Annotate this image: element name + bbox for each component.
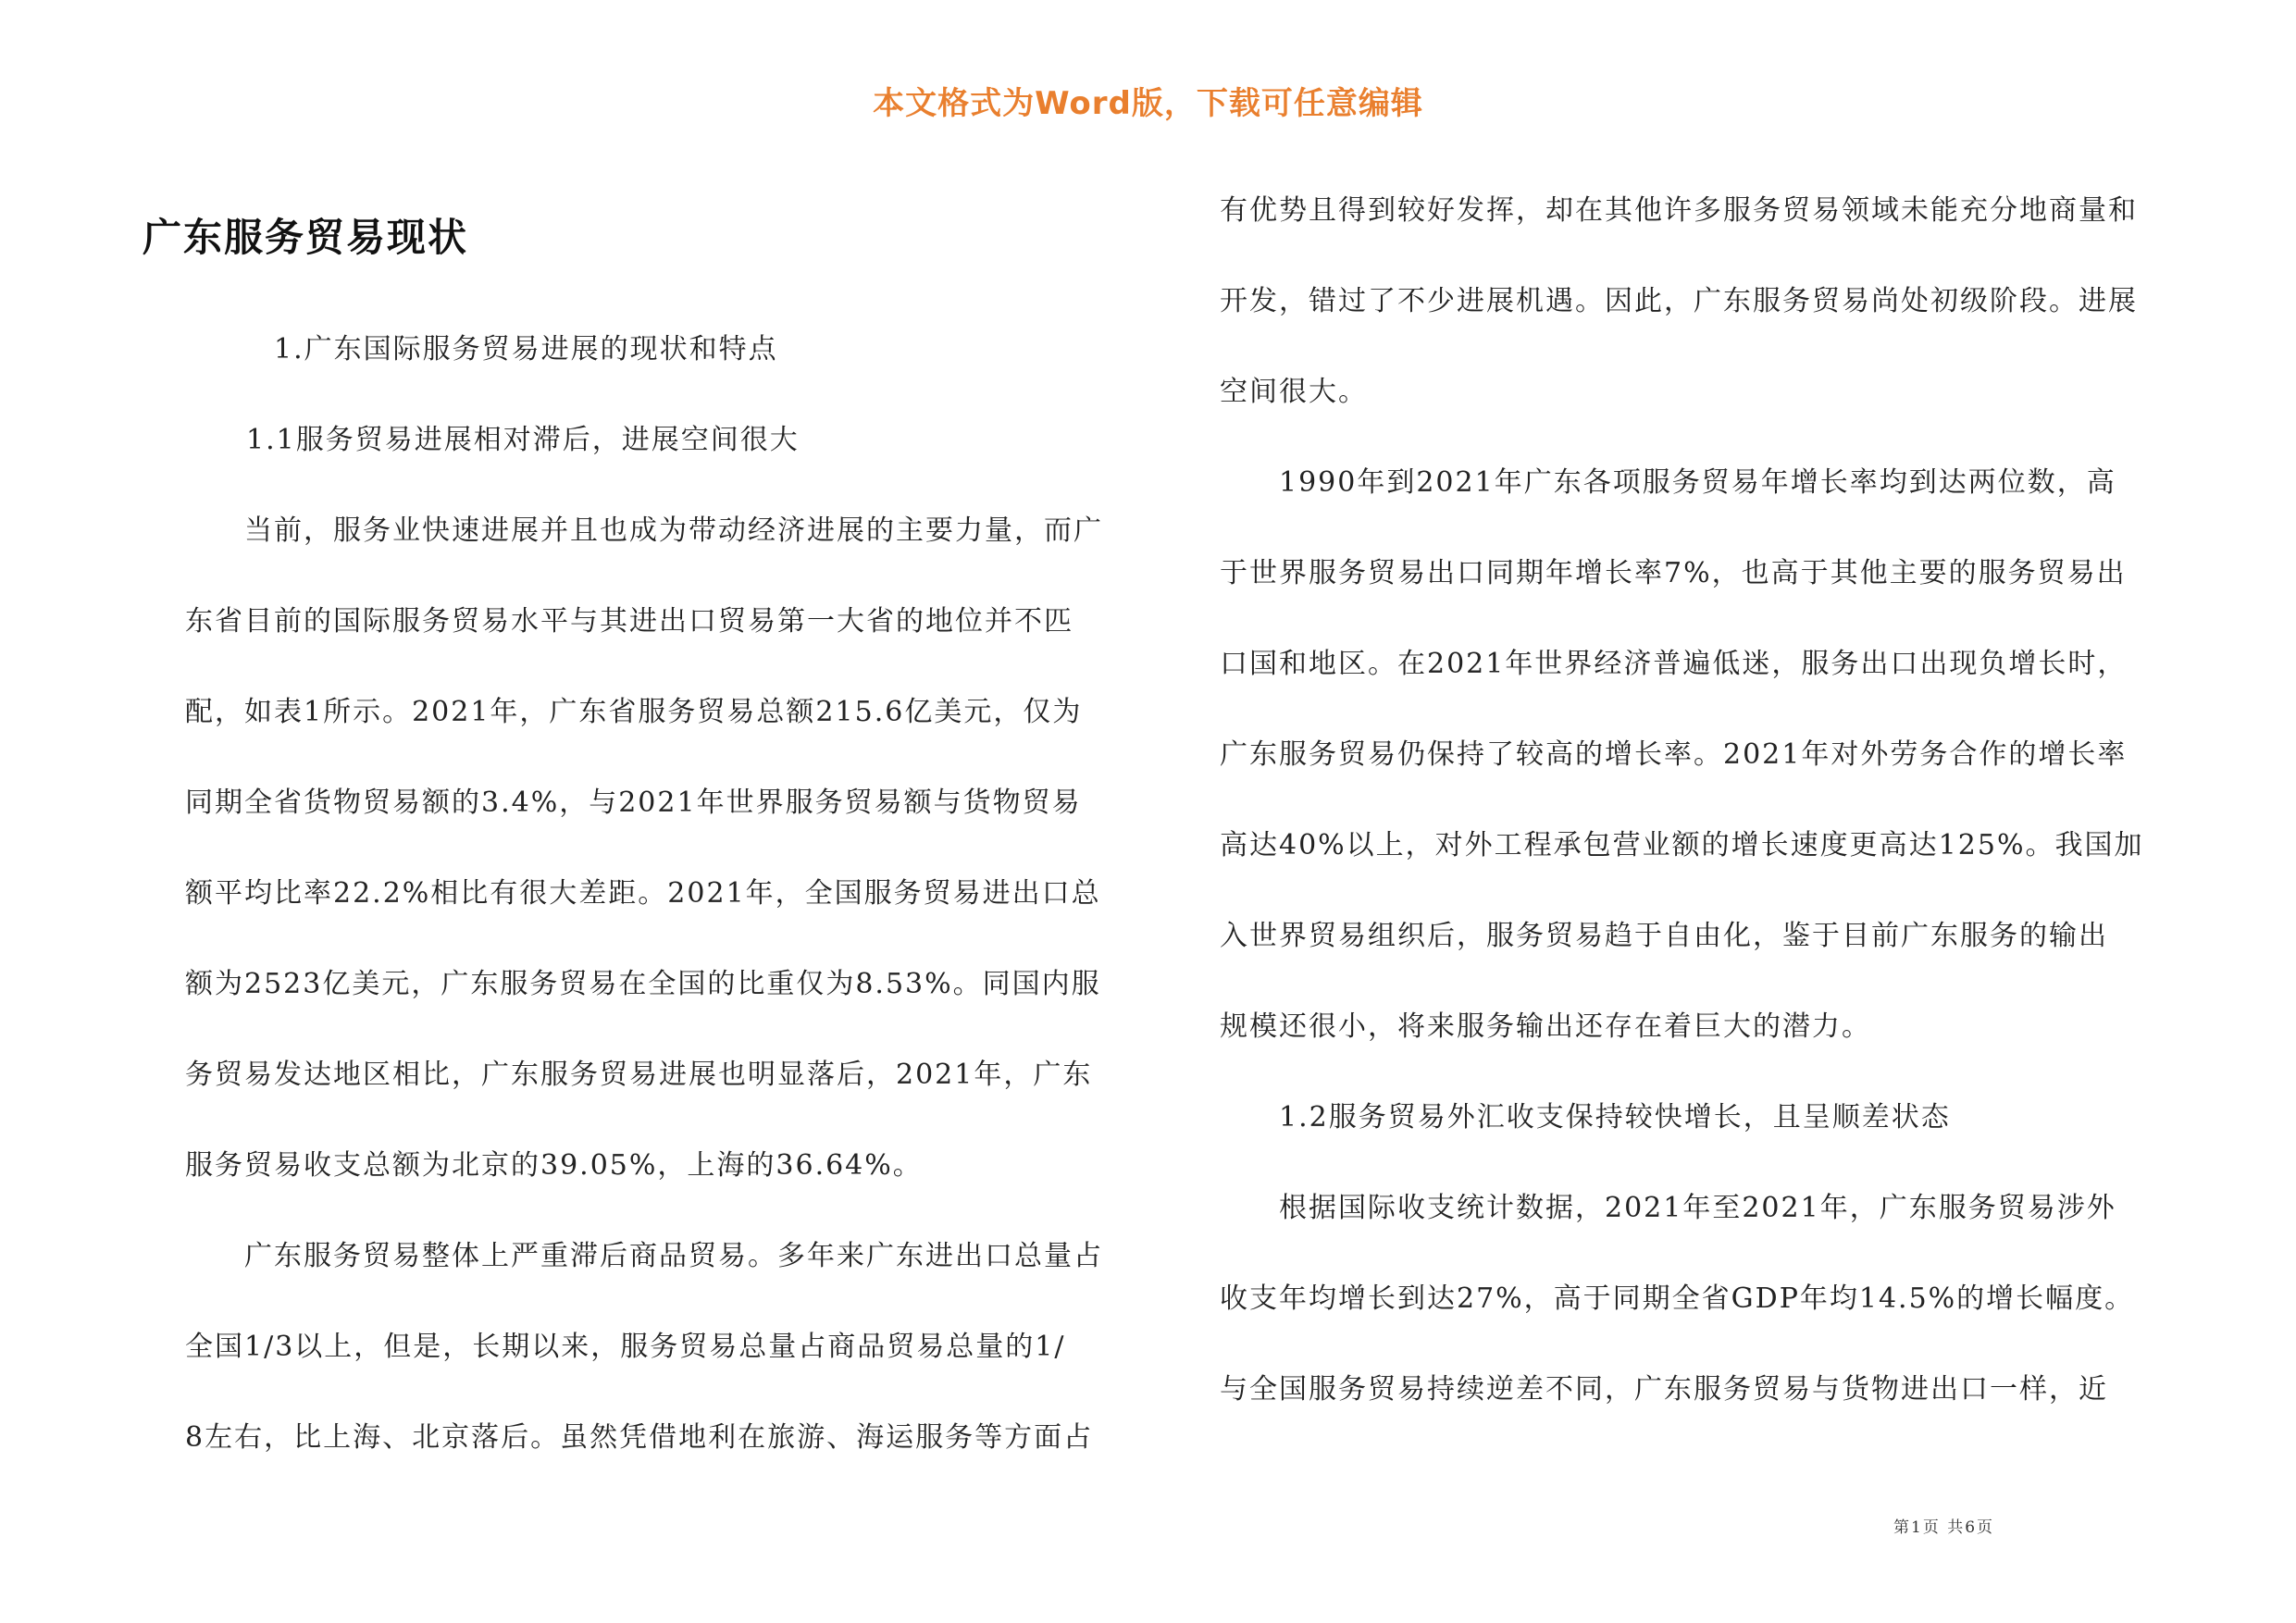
- paragraph-line: 开发，错过了不少进展机遇。因此，广东服务贸易尚处初级阶段。进展: [1220, 285, 2138, 317]
- subsection-heading-1-2: 1.2服务贸易外汇收支保持较快增长，且呈顺差状态: [1279, 1101, 1951, 1134]
- paragraph-line: 收支年均增长到达27%，高于同期全省GDP年均14.5%的增长幅度。: [1220, 1282, 2135, 1315]
- paragraph-line: 广东服务贸易整体上严重滞后商品贸易。多年来广东进出口总量占: [244, 1240, 1103, 1272]
- subsection-heading-1-1: 1.1服务贸易进展相对滞后，进展空间很大: [246, 424, 800, 456]
- paragraph-line: 额平均比率22.2%相比有很大差距。2021年，全国服务贸易进出口总: [185, 877, 1101, 910]
- paragraph-line: 配，如表1所示。2021年，广东省服务贸易总额215.6亿美元，仅为: [185, 696, 1083, 728]
- paragraph-line: 当前，服务业快速进展并且也成为带动经济进展的主要力量，而广: [244, 514, 1103, 547]
- paragraph-line: 根据国际收支统计数据，2021年至2021年，广东服务贸易涉外: [1279, 1192, 2116, 1224]
- paragraph-line: 全国1/3以上，但是，长期以来，服务贸易总量占商品贸易总量的1/: [185, 1331, 1066, 1363]
- paragraph-line: 广东服务贸易仍保持了较高的增长率。2021年对外劳务合作的增长率: [1220, 738, 2128, 771]
- paragraph-line: 东省目前的国际服务贸易水平与其进出口贸易第一大省的地位并不匹: [185, 605, 1074, 638]
- page-number-footer: 第1页 共6页: [1893, 1518, 1995, 1537]
- paragraph-line: 与全国服务贸易持续逆差不同，广东服务贸易与货物进出口一样，近: [1220, 1373, 2108, 1406]
- document-title: 广东服务贸易现状: [143, 215, 469, 260]
- paragraph-line: 务贸易发达地区相比，广东服务贸易进展也明显落后，2021年，广东: [185, 1059, 1093, 1091]
- paragraph-line: 1990年到2021年广东各项服务贸易年增长率均到达两位数，高: [1279, 466, 2116, 499]
- paragraph-line: 于世界服务贸易出口同期年增长率7%，也高于其他主要的服务贸易出: [1220, 557, 2127, 589]
- paragraph-line: 规模还很小，将来服务输出还存在着巨大的潜力。: [1220, 1010, 1871, 1043]
- paragraph-line: 空间很大。: [1220, 376, 1368, 408]
- document-banner: 本文格式为Word版，下载可任意编辑: [873, 85, 1423, 122]
- section-heading-1: 1.广东国际服务贸易进展的现状和特点: [274, 333, 778, 365]
- paragraph-line: 8左右，比上海、北京落后。虽然凭借地利在旅游、海运服务等方面占: [185, 1421, 1094, 1454]
- paragraph-line: 服务贸易收支总额为北京的39.05%，上海的36.64%。: [185, 1149, 923, 1182]
- paragraph-line: 高达40%以上，对外工程承包营业额的增长速度更高达125%。我国加: [1220, 829, 2144, 861]
- paragraph-line: 入世界贸易组织后，服务贸易趋于自由化，鉴于目前广东服务的输出: [1220, 920, 2108, 952]
- paragraph-line: 有优势且得到较好发挥，却在其他许多服务贸易领域未能充分地商量和: [1220, 194, 2138, 227]
- paragraph-line: 额为2523亿美元，广东服务贸易在全国的比重仅为8.53%。同国内服: [185, 968, 1101, 1000]
- paragraph-line: 口国和地区。在2021年世界经济普遍低迷，服务出口出现负增长时，: [1220, 648, 2128, 680]
- paragraph-line: 同期全省货物贸易额的3.4%，与2021年世界服务贸易额与货物贸易: [185, 787, 1082, 819]
